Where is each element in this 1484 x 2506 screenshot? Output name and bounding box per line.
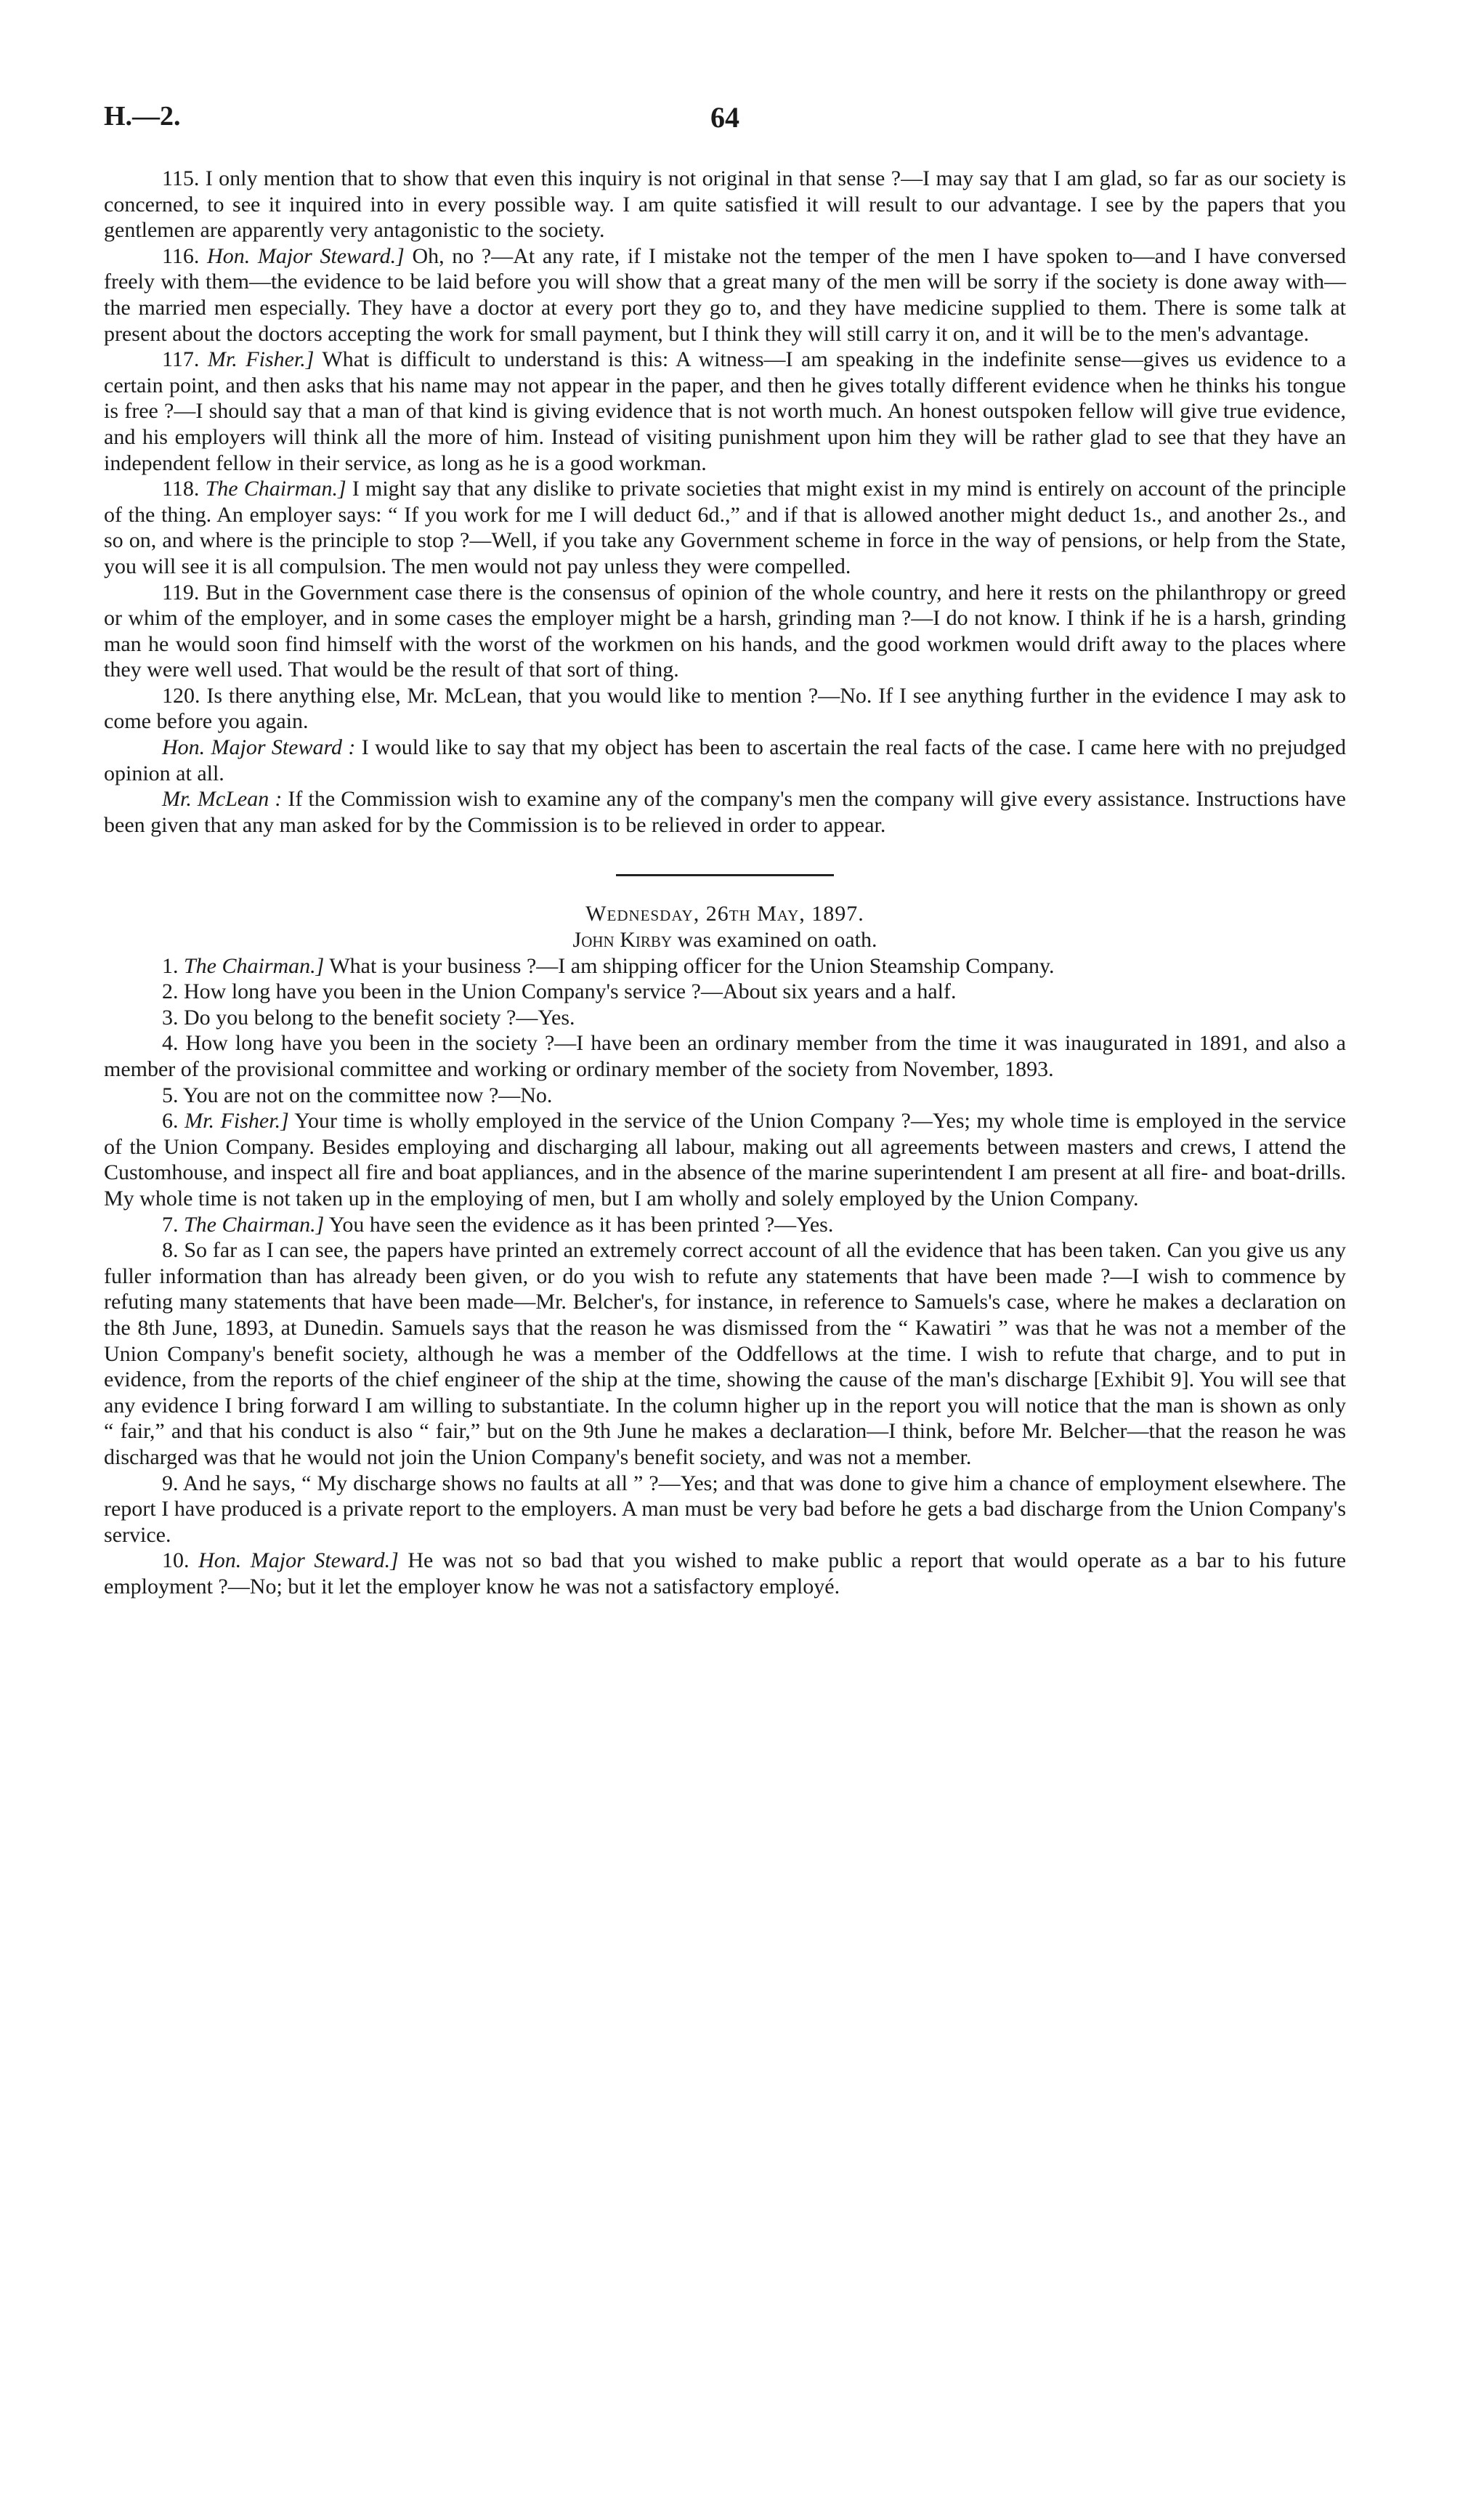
paragraph-120: 120. Is there anything else, Mr. McLean, that you would like to mention ?—No. If I see anything further in the evidence I may ask to come before you again. <box>104 683 1346 734</box>
question-5: 5. You are not on the committee now ?—No. <box>162 1083 553 1107</box>
question-2: 2. How long have you been in the Union Company's service ?—About six years and a half. <box>162 979 957 1004</box>
statement-steward: Hon. Major Steward : I would like to say that my object has been to ascertain the real facts of the case. I came here with no prejudged opinion at all. <box>104 735 1346 785</box>
question-8: 8. So far as I can see, the papers have printed an extremely correct account of all the evidence that has been taken. Can you give us any fuller information than has already been given, or do you wish to refute any statements that have been made ?—I wish to commence by refuting many statements that have been made—Mr. Belcher's, for instance, in reference to Samuels's case, where he makes a declaration on the 8th June, 1893, at Dunedin. Samuels says that the reason he was dismissed from the “ Kawatiri ” was that he was not a member of the Union Company's benefit society, although he was a member of the Oddfellows at the time. I wish to refute that charge, and to put in evidence, from the reports of the chief engineer of the ship at the time, showing the cause of the man's discharge [Exhibit 9]. You will see that any evidence I bring forward I am willing to substantiate. In the column higher up in the report you will notice that the man is shown as only “ fair,” and that his conduct is also “ fair,” but on the 9th June he makes a declaration—I think, before Mr. Belcher—that the reason he was discharged was that he would not join the Union Company's benefit society, and was not a member. <box>104 1238 1346 1469</box>
speaker: The Chairman.] <box>184 953 325 978</box>
paragraph-118: 118. The Chairman.] I might say that any dislike to private societies that might exist in my mind is entirely on account of the principle of the thing. An employer says: “ If you work for me I will deduct 6d.,” and if that is allowed another might deduct 1s., and another 2s., and so on, and where is the principle to stop ?—Well, if you take any Government scheme in force in the way of pensions, or help from the State, you will see it is all compulsion. The men would not pay unless they were compelled. <box>104 477 1347 578</box>
page-body <box>104 166 1346 1599</box>
speaker: The Chairman.] <box>205 477 346 501</box>
speaker: Mr. Fisher.] <box>185 1109 289 1133</box>
question-1: 1. The Chairman.] What is your business ?—I am shipping officer for the Union Steamship Company. <box>162 953 1055 978</box>
page-header <box>104 100 1346 144</box>
witness-line: John Kirby was examined on oath. <box>572 928 877 953</box>
speaker: The Chairman.] <box>184 1212 325 1237</box>
question-6: 6. Mr. Fisher.] Your time is wholly employed in the service of the Union Company ?—Yes; my whole time is employed in the service of the Union Company. Besides employing and discharging all labour, making out all agreements between masters and crews, I attend the Customhouse, and inspect all fire and boat appliances, and in the absence of the marine superintendent I am present at all fire- and boat-drills. My whole time is not taken up in the employing of men, but I am wholly and solely employed by the Union Company. <box>104 1109 1347 1210</box>
page-number: 64 <box>710 101 739 134</box>
speaker: Hon. Major Steward.] <box>198 1548 399 1573</box>
question-9: 9. And he says, “ My discharge shows no faults at all ” ?—Yes; and that was done to give him a chance of employment elsewhere. The report I have produced is a private report to the employers. A man must be very bad before he gets a bad discharge from the Union Company's service. <box>104 1471 1346 1547</box>
speaker: Mr. McLean : <box>162 787 283 812</box>
paragraph-119: 119. But in the Government case there is the consensus of opinion of the whole country, and here it rests on the philanthropy or greed or whim of the employer, and in some cases the employer might be a harsh, grinding man ?—I do not know. I think if he is a harsh, grinding man he would soon find himself with the worst of the workmen on his hands, and the good workmen would drift away to the places where they were well used. That would be the result of that sort of thing. <box>104 580 1346 682</box>
paragraph-116: 116. Hon. Major Steward.] Oh, no ?—At any rate, if I mistake not the temper of the men I have spoken to—and I have conversed freely with them—the evidence to be laid before you will show that a great many of the men will be sorry if the society is done away with—the married men especially. They have a doctor at every port they go to, and they have medicine supplied to them. There is some talk at present about the doctors accepting the work for small payment, but I think they will still carry it on, and it will be to the men's advantage. <box>104 243 1347 346</box>
speaker: Hon. Major Steward : <box>162 735 356 760</box>
session-heading: Wednesday, 26th May, 1897. <box>585 902 864 926</box>
question-3: 3. Do you belong to the benefit society ?—Yes. <box>162 1005 575 1030</box>
paper-reference: H.—2. <box>104 101 181 132</box>
section-divider <box>616 874 834 876</box>
question-4: 4. How long have you been in the society ?—I have been an ordinary member from the time it was inaugurated in 1891, and also a member of the provisional committee and working or ordinary member of the society from November, 1893. <box>104 1031 1346 1081</box>
paragraph-115: 115. I only mention that to show that even this inquiry is not original in that sense ?—I may say that I am glad, so far as our society is concerned, to see it inquired into in every possible way. I am quite satisfied it will result to our advantage. I see by the papers that you gentlemen are apparently very antagonistic to the society. <box>104 166 1346 243</box>
question-7: 7. The Chairman.] You have seen the evidence as it has been printed ?—Yes. <box>162 1212 834 1237</box>
speaker: Mr. Fisher.] <box>207 347 315 372</box>
witness-name: John Kirby <box>572 928 673 953</box>
speaker: Hon. Major Steward.] <box>207 243 405 268</box>
paragraph-117: 117. Mr. Fisher.] What is difficult to understand is this: A witness—I am speaking in the indefinite sense—gives us evidence to a certain point, and then asks that his name may not appear in the paper, and then he gives totally different evidence when he thinks his tongue is free ?—I should say that a man of that kind is giving evidence that is not worth much. An honest outspoken fellow will give true evidence, and his employers will think all the more of him. Instead of visiting punishment upon him they will be rather glad to see that they have an independent fellow in their service, as long as he is a good workman. <box>104 347 1347 475</box>
question-10: 10. Hon. Major Steward.] He was not so bad that you wished to make public a report that would operate as a bar to his future employment ?—No; but it let the employer know he was not a satisfactory employé. <box>104 1548 1347 1598</box>
statement-mclean: Mr. McLean : If the Commission wish to examine any of the company's men the company will give every assistance. Instructions have been given that any man asked for by the Commission is to be relieved in order to appear. <box>104 787 1346 837</box>
